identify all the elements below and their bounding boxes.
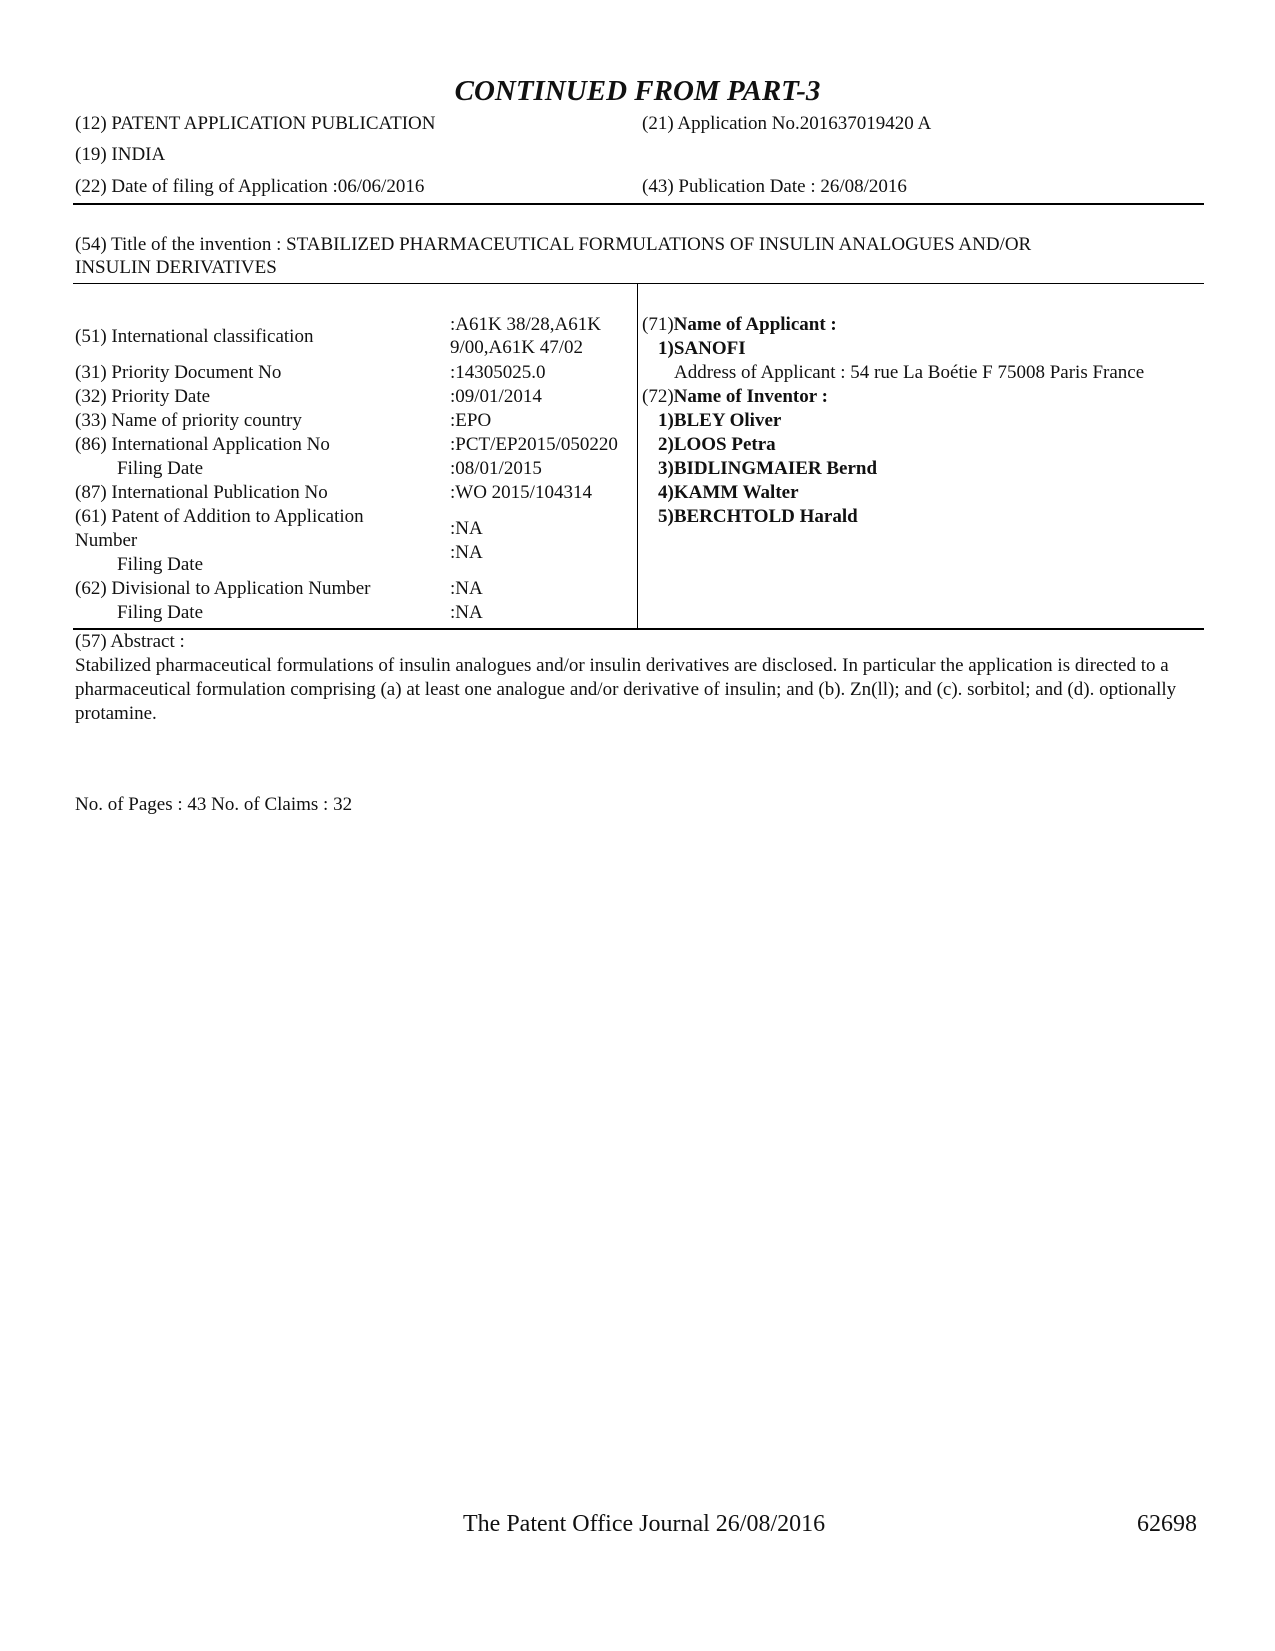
inventor-name: 3)BIDLINGMAIER Bernd <box>658 458 878 479</box>
applicant-name: 1)SANOFI <box>658 338 746 359</box>
field-61-value: :NA <box>450 518 483 539</box>
field-51-value-line1: :A61K 38/28,A61K <box>450 314 601 335</box>
field-62-label: (62) Divisional to Application Number <box>75 578 371 599</box>
title-divider <box>73 283 1204 284</box>
abstract-text: Stabilized pharmaceutical formulations of insulin analogues and/or insulin derivatives are disclosed. In particular the application is directed to a pharmaceutical formulation comprising (a) at least one analogue and/or derivative of insulin; and (b). Zn(ll); and (c). sorbitol; and (d). optionally protamine. <box>75 655 1177 724</box>
field-33-value: :EPO <box>450 410 492 431</box>
field-51-label: (51) International classification <box>75 326 314 347</box>
page-claim-count: No. of Pages : 43 No. of Claims : 32 <box>75 794 353 815</box>
field-62-filing-label: Filing Date <box>117 602 204 623</box>
inventor-label: Name of Inventor : <box>673 386 828 407</box>
applicant-heading <box>642 313 837 336</box>
field-61-label-line2: Number <box>75 530 138 551</box>
filing-date: (22) Date of filing of Application :06/06/2016 <box>75 176 425 197</box>
field-31-value: :14305025.0 <box>450 362 546 383</box>
page-number: 62698 <box>1137 1511 1197 1537</box>
field-62-value: :NA <box>450 578 483 599</box>
abstract-label: (57) Abstract : <box>75 631 185 652</box>
field-31-label: (31) Priority Document No <box>75 362 282 383</box>
field-86-filing-value: :08/01/2015 <box>450 458 542 479</box>
journal-footer: The Patent Office Journal 26/08/2016 <box>463 1511 826 1537</box>
field-32-value: :09/01/2014 <box>450 386 542 407</box>
invention-title-line1: (54) Title of the invention : STABILIZED PHARMACEUTICAL FORMULATIONS OF INSULIN ANALOGUES AND/OR <box>75 234 1032 255</box>
column-divider <box>637 284 638 629</box>
field-32-label: (32) Priority Date <box>75 386 211 407</box>
field-86-label: (86) International Application No <box>75 434 330 455</box>
field-61-filing-value: :NA <box>450 542 483 563</box>
publication-date: (43) Publication Date : 26/08/2016 <box>642 176 907 197</box>
inventor-name: 2)LOOS Petra <box>658 434 776 455</box>
inventor-name: 4)KAMM Walter <box>658 482 799 503</box>
field-86-filing-label: Filing Date <box>117 458 204 479</box>
field-87-label: (87) International Publication No <box>75 482 328 503</box>
field-86-value: :PCT/EP2015/050220 <box>450 434 618 455</box>
header-divider <box>73 203 1204 205</box>
applicant-address: Address of Applicant : 54 rue La Boétie F 75008 Paris France <box>674 362 1145 383</box>
inventor-name: 1)BLEY Oliver <box>658 410 782 431</box>
inventor-code: (72) <box>642 386 674 407</box>
abstract-divider <box>73 628 1204 630</box>
invention-title-line2: INSULIN DERIVATIVES <box>75 257 277 278</box>
inventor-heading <box>642 385 828 408</box>
continued-heading: CONTINUED FROM PART-3 <box>454 75 821 107</box>
field-61-label-line1: (61) Patent of Addition to Application <box>75 506 364 527</box>
field-62-filing-value: :NA <box>450 602 483 623</box>
application-number: (21) Application No.201637019420 A <box>642 113 932 134</box>
publication-type: (12) PATENT APPLICATION PUBLICATION <box>75 113 436 134</box>
inventor-name: 5)BERCHTOLD Harald <box>658 506 858 527</box>
country: (19) INDIA <box>75 144 166 165</box>
applicant-label: Name of Applicant : <box>673 314 837 335</box>
field-87-value: :WO 2015/104314 <box>450 482 592 503</box>
field-33-label: (33) Name of priority country <box>75 410 302 431</box>
field-61-filing-label: Filing Date <box>117 554 204 575</box>
applicant-code: (71) <box>642 314 674 335</box>
field-51-value-line2: 9/00,A61K 47/02 <box>450 337 583 358</box>
